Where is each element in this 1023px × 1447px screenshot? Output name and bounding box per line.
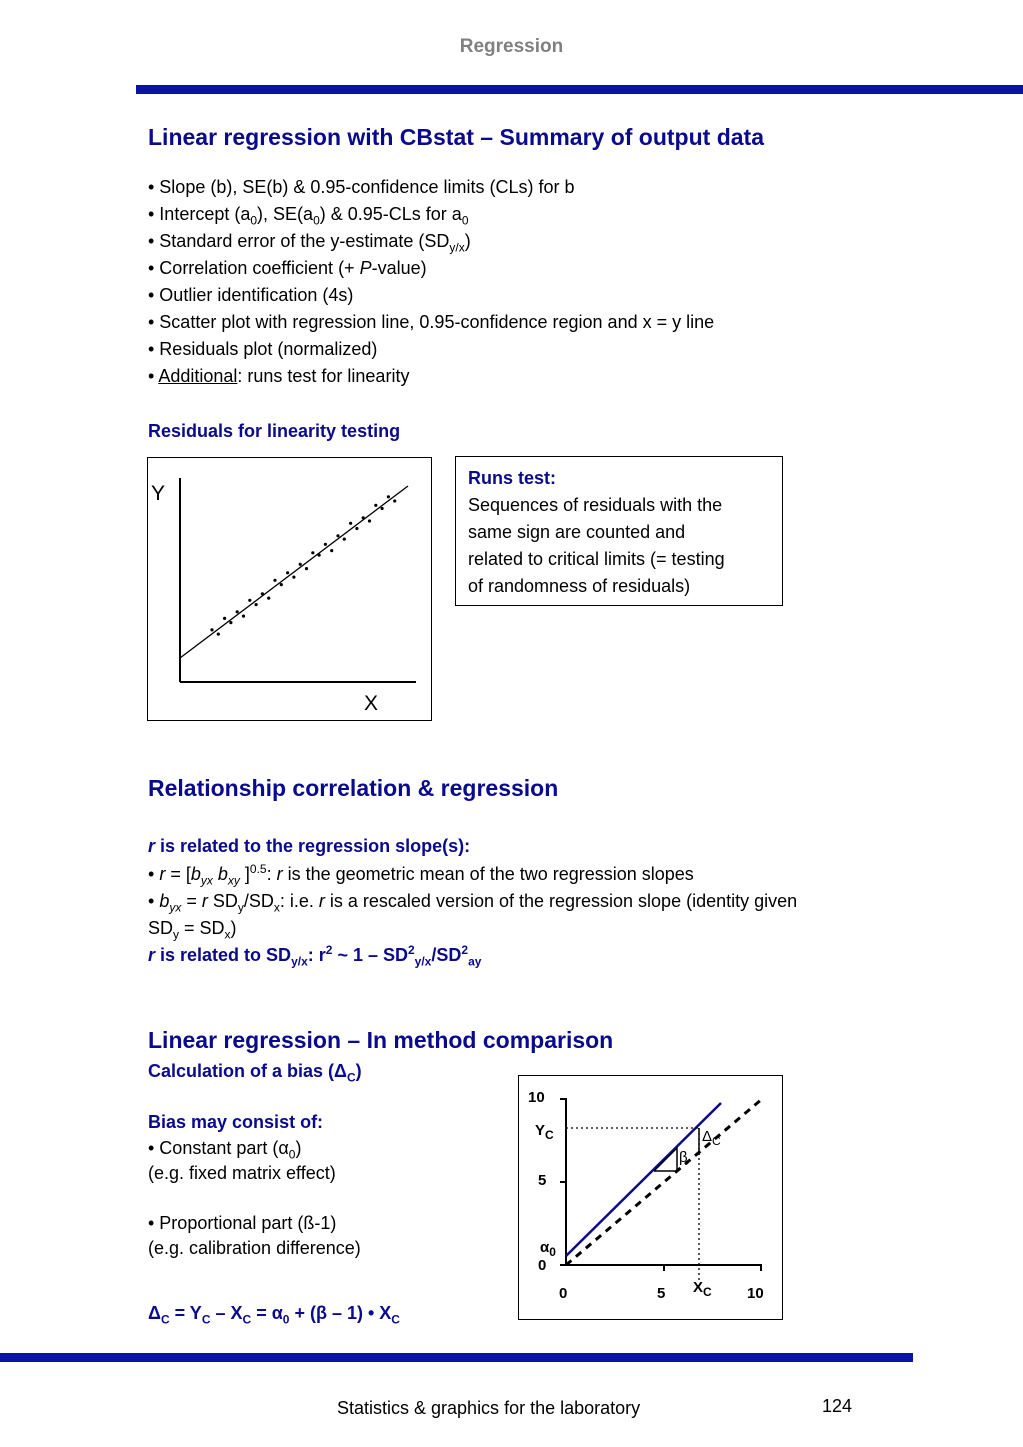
delta-label: $\Delta_C$	[702, 1128, 721, 1148]
data-point	[311, 551, 314, 554]
data-point	[217, 633, 220, 636]
running-title: Regression	[459, 36, 564, 57]
list-item: • Constant part $(\alpha_0)$	[148, 1138, 302, 1162]
list-item: • Slope (b), SE(b) & 0.95-confidence limits (CLs) for b	[148, 177, 575, 197]
residuals-scatter-plot	[147, 457, 432, 721]
data-point	[299, 563, 302, 566]
list-item: • Residuals plot (normalized)	[148, 339, 378, 359]
data-point	[286, 571, 289, 574]
data-point	[330, 549, 333, 552]
data-point	[362, 516, 365, 519]
x-tick-label: 10	[747, 1285, 764, 1302]
data-point	[324, 543, 327, 546]
data-point	[248, 599, 251, 602]
data-point	[374, 504, 377, 507]
data-point	[280, 583, 283, 586]
summary-list	[148, 174, 714, 390]
list-item: • Correlation coefficient (+ P-value)	[148, 258, 427, 278]
data-point	[336, 534, 339, 537]
data-point	[255, 603, 258, 606]
method-comparison-plot	[518, 1075, 783, 1320]
data-point	[261, 592, 264, 595]
y-tick-label: 10	[528, 1089, 545, 1106]
section-title-relationship: Relationship correlation & regression	[148, 775, 559, 801]
regression-line	[566, 1103, 721, 1256]
runs-test-line: same sign are counted and	[468, 522, 686, 542]
sd-relation-heading: r is related to $SD_{y/x}$: $r^2$ ~ $1 - SD^2_{y/x}/SD^2_{ay}$	[148, 943, 482, 969]
data-point	[318, 554, 321, 557]
relation-line: • $r = [b_{yx}$ $b_{xy}$ ]$^{0.5}$: r is the geometric mean of the two regression slopes	[148, 862, 694, 888]
runs-test-box	[455, 456, 783, 606]
yc-label: $Y_C$	[535, 1122, 554, 1142]
data-point	[267, 597, 270, 600]
beta-label: β	[679, 1149, 688, 1166]
residuals-heading: Residuals for linearity testing	[148, 421, 401, 441]
relation-line: • $b_{yx} = r$ $SD_y/SD_x$: i.e. r is a rescaled version of the regression slope (identity given	[148, 891, 798, 915]
bias-components-heading: Bias may consist of:	[148, 1112, 324, 1132]
data-point	[210, 628, 213, 631]
runs-test-title: Runs test:	[468, 468, 557, 488]
footer-title: Statistics & graphics for the laboratory	[337, 1398, 641, 1418]
footer-rule	[0, 1353, 913, 1362]
data-point	[368, 519, 371, 522]
data-point	[273, 579, 276, 582]
data-point	[393, 499, 396, 502]
data-point	[229, 621, 232, 624]
y-axis-label: Y	[151, 482, 166, 505]
list-item: • Additional: runs test for linearity	[148, 366, 410, 386]
bias-components	[148, 1136, 361, 1261]
x-tick-label: 0	[559, 1285, 568, 1302]
relationship-text	[148, 861, 797, 969]
section-title-method-comparison: Linear regression – In method comparison	[148, 1027, 614, 1053]
regression-line	[180, 486, 408, 658]
x-axis-label: X	[364, 692, 379, 715]
page-number: 124	[822, 1396, 853, 1416]
alpha-label: $\alpha_0$	[540, 1239, 556, 1259]
data-point	[305, 567, 308, 570]
section-title-summary: Linear regression with CBstat – Summary of output data	[148, 124, 764, 150]
xc-label: $X_C$	[693, 1279, 712, 1299]
runs-test-line: of randomness of residuals)	[468, 576, 691, 596]
data-point	[236, 610, 239, 613]
y-tick-label: 0	[538, 1257, 547, 1274]
list-item: • Outlier identification (4s)	[148, 285, 354, 305]
data-point	[242, 615, 245, 618]
header-rule	[136, 85, 1023, 94]
x-tick-label: 5	[657, 1285, 666, 1302]
data-point	[355, 527, 358, 530]
list-item: (e.g. fixed matrix effect)	[148, 1163, 336, 1183]
data-point	[292, 576, 295, 579]
data-point	[349, 522, 352, 525]
data-point	[387, 495, 390, 498]
runs-test-line: Sequences of residuals with the	[468, 495, 723, 515]
data-point	[223, 617, 226, 620]
data-point	[343, 538, 346, 541]
bias-formula: $\Delta_C = Y_C - X_C = \alpha_0 + (\beta - 1)$ • $X_C$	[148, 1303, 400, 1327]
relation-line: $SD_y = SD_x$)	[148, 918, 237, 942]
identity-line	[566, 1099, 762, 1265]
list-item: • Intercept $(a_0)$, $SE(a_0)$ & 0.95-CLs for $a_0$	[148, 204, 469, 228]
data-point	[381, 507, 384, 510]
slope-triangle	[654, 1148, 677, 1171]
slope-relation-heading: r is related to the regression slope(s):	[148, 836, 471, 856]
list-item: • Proportional part (ß-1)	[148, 1213, 337, 1233]
list-item: • Standard error of the y-estimate $(SD_{y/x})$	[148, 231, 471, 255]
runs-test-line: related to critical limits (= testing	[468, 549, 725, 569]
list-item: • Scatter plot with regression line, 0.95-confidence region and x = y line	[148, 312, 715, 332]
list-item: (e.g. calibration difference)	[148, 1238, 361, 1258]
bias-calculation-heading: Calculation of a bias $(\Delta_C)$	[148, 1061, 362, 1085]
y-tick-label: 5	[538, 1172, 547, 1189]
